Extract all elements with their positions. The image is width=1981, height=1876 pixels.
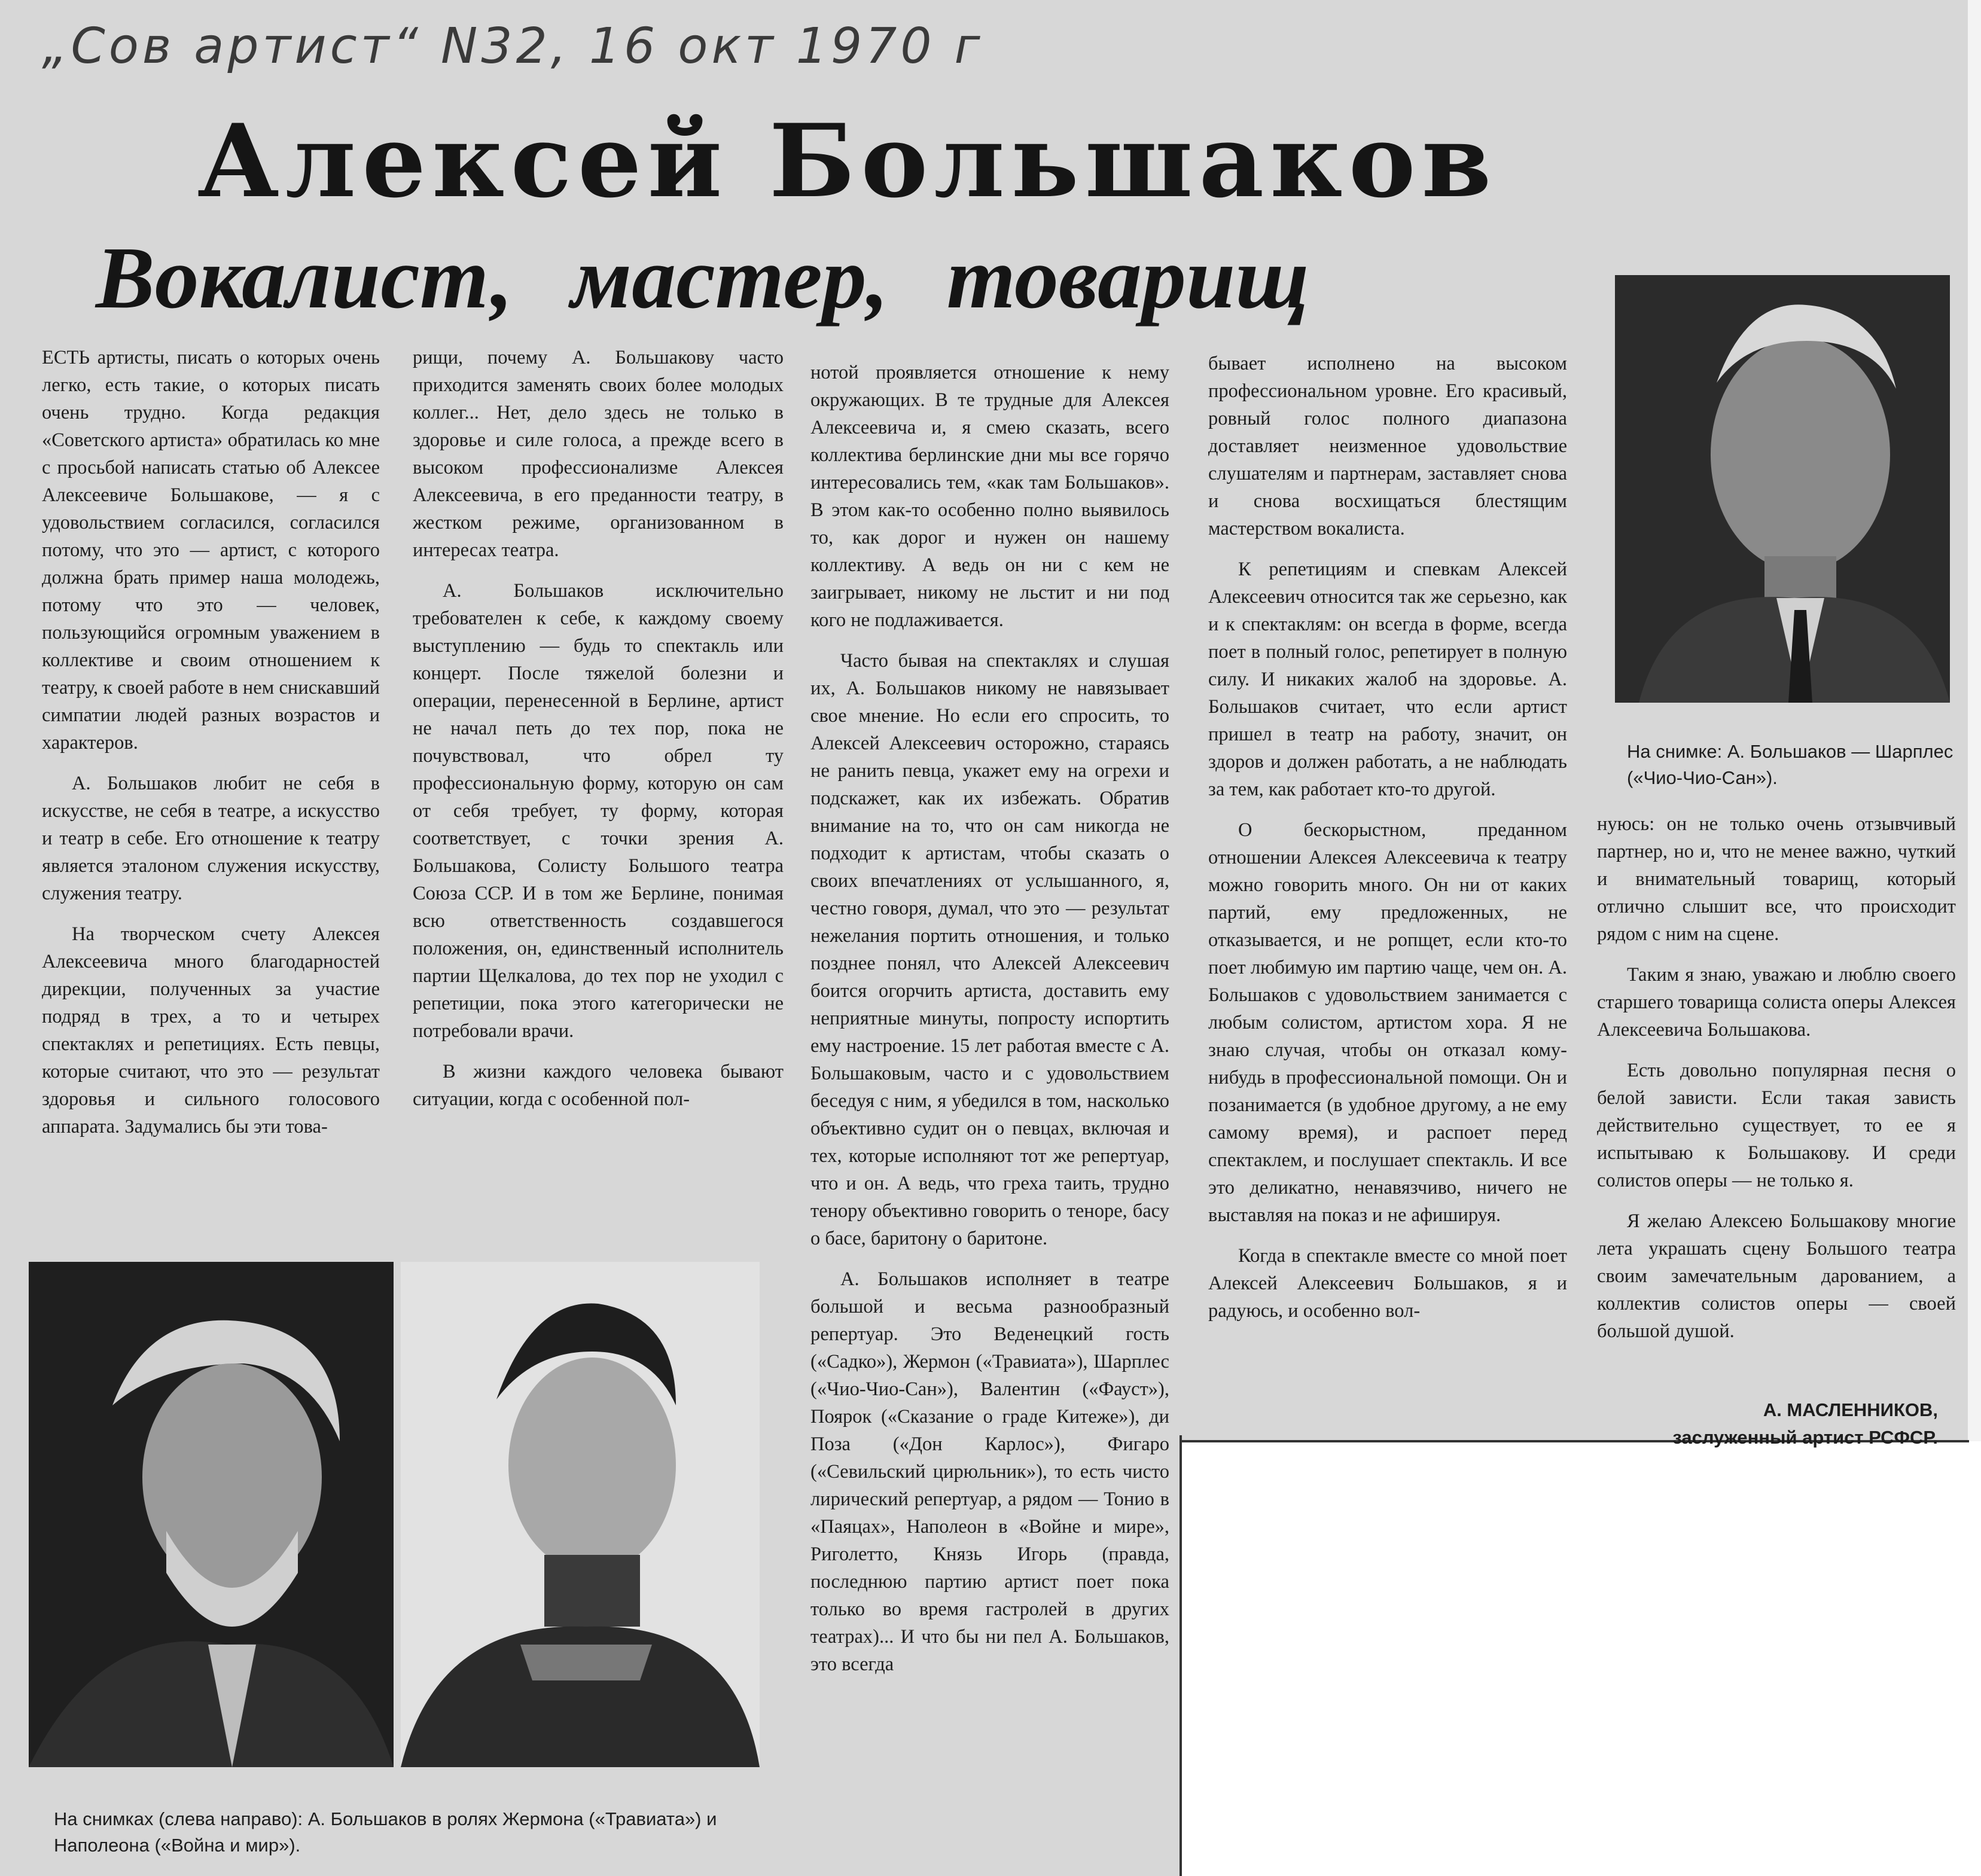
- column-1-paragraph-2: А. Большаков любит не себя в искусстве, не себя в театре, а искусство и театр в себе. Его отношение к театру является эталоном служения искусству, служения театру.: [42, 773, 380, 904]
- clipping-edge: [1968, 0, 1981, 1441]
- column-5-paragraph-2: Таким я знаю, уважаю и люблю своего старшего товарища солиста оперы Алексея Алексеевича Большакова.: [1597, 964, 1956, 1041]
- photo-zhermon-role: [29, 1262, 394, 1767]
- photo-napoleon-role: [401, 1262, 760, 1767]
- handwritten-note: „Сов артист“ N32, 16 окт 1970 г: [42, 18, 984, 75]
- portrait-photo-sharpless: [1615, 275, 1950, 703]
- author-signature: [1585, 1396, 1938, 1451]
- column-4-paragraph-1: бывает исполнено на высоком профессиональном уровне. Его красивый, ровный голос полного диапазона доставляет неизменное удовольствие слушателям и партнерам, заставляет снова и снова восхищаться блестящим мастерством вокалиста.: [1208, 353, 1567, 539]
- article-subtitle: Вокалист, мастер, товарищ: [96, 229, 1309, 327]
- column-5-paragraph-1: нуюсь: он не только очень отзывчивый партнер, но и, что не менее важно, чуткий и внимательный товарищ, который отлично слышит все, что происходит рядом с ним на сцене.: [1597, 813, 1956, 945]
- column-1-paragraph-3: На творческом счету Алексея Алексеевича много благодарностей дирекции, полученных за участие подряд в трех, а то и четырех спектаклях и репетициях. Есть певцы, которые считают, что это — результат здоровья и сильного голосового аппарата. Задумались бы эти това-: [42, 923, 380, 1137]
- article-column-4: [1208, 350, 1567, 1338]
- author-title: заслуженный артист РСФСР.: [1672, 1427, 1938, 1448]
- article-column-5: [1597, 810, 1956, 1358]
- column-2-paragraph-2: А. Большаков исключительно требователен к себе, к каждому своему выступлению — будь то спектакль или концерт. После тяжелой болезни и операции, перенесенной в Берлине, артист не начал петь до тех пор, пока не почувствовал, что обрел ту профессиональную форму, которую он сам от себя требует, ту форму, которая соответствует, с точки зрения А. Большакова, Солисту Большого театра Союза ССР. И в том же Берлине, понимая всю ответственность создавшегося положения, он, единственный исполнитель партии Щелкалова, до тех пор не уходил с репетиции, пока этого категорически не потребовали врачи.: [413, 580, 784, 1042]
- article-column-3: [810, 359, 1169, 1691]
- column-4-paragraph-2: К репетициям и спевкам Алексей Алексеевич относится так же серьезно, как и к спектаклям: он всегда в форме, всегда поет в полный голос, репетирует в полную силу. И никаких жалоб на здоровье. А. Большаков считает, что если артист пришел в театр на работу, значит, он здоров и должен работать, а не наблюдать за тем, как работает кто-то другой.: [1208, 559, 1567, 800]
- column-3-paragraph-2: Часто бывая на спектаклях и слушая их, А. Большаков никому не навязывает свое мнение. Но если его спросить, то Алексей Алексеевич осторожно, стараясь не ранить певца, укажет ему на огрехи и подскажет, как их избежать. Обратив внимание на то, что он сам никогда не подходит к артистам, чтобы сказать о своих впечатлениях от услышанного, я, честно говоря, думал, что это — результат нежелания портить отношения, и только позднее понял, что Алексей Алексеевич боится огорчить артиста, доставить ему неприятные минуты, попросту испортить ему настроение. 15 лет работая вместе с А. Большаковым, часто и с удовольствием беседуя с ним, я убедился в том, насколько объективно судит он о певцах, включая и тех, которые исполняют тот же репертуар, что и он. А ведь, что греха таить, трудно тенору объективно говорить о теноре, басу о басе, баритону о баритоне.: [810, 650, 1169, 1249]
- column-3-paragraph-3: А. Большаков исполняет в театре большой и весьма разнообразный репертуар. Это Веденецкий гость («Садко»), Жермон («Травиата»), Шарплес («Чио-Чио-Сан»), Валентин («Фауст»), Поярок («Сказание о граде Китеже»), ди Поза («Дон Карлос»), Фигаро («Севильский цирюльник»), то есть чисто лирический репертуар, а рядом — Тонио в «Паяцах», Наполеон в «Войне и мире», Риголетто, Князь Игорь (правда, последнюю партию артист поет пока только во время гастролей в других театрах)... И что бы ни пел А. Большаков, это всегда: [810, 1268, 1169, 1675]
- author-name: А. МАСЛЕННИКОВ,: [1763, 1399, 1938, 1420]
- column-4-paragraph-3: О бескорыстном, преданном отношении Алексея Алексеевича к театру можно говорить много. Он ни от каких партий, ему предложенных, не отказывается, и не ропщет, если кто-то поет любимую им партию чаще, чем он. А. Большаков с удовольствием занимается с любым солистом, артистом хора. Я не знаю случая, чтобы он отказал кому-нибудь в профессиональной помощи. Он и позанимается (в удобное другому, а не ему самому время), и распоет перед спектаклем, и послушает спектакль. И все это деликатно, ненавязчиво, ничего не выставляя на показ и не афишируя.: [1208, 819, 1567, 1226]
- article-column-1: [42, 344, 380, 1154]
- column-2-paragraph-1: рищи, почему А. Большакову часто приходится заменять своих более молодых коллег... Нет, дело здесь не только в здоровье и силе голоса, а прежде всего в высоком профессионализме Алексея Алексеевича, в его преданности театру, в жестком режиме, организованном в интересах театра.: [413, 347, 784, 561]
- column-1-paragraph-1: ЕСТЬ артисты, писать о которых очень легко, есть такие, о которых писать очень трудно. Когда редакция «Советского артиста» обратилась ко мне с просьбой написать статью об Алексее Алексеевиче Большакове, — я с удовольствием согласился, согласился потому, что это — артист, с которого должна брать пример наша молодежь, потому что это — человек, пользующийся огромным уважением в коллективе и своим отношением к театру, к своей работе в нем снискавший симпатии людей разных возрастов и характеров.: [42, 347, 380, 754]
- photo-caption-right: На снимке: А. Большаков — Шарплес («Чио-Чио-Сан»).: [1627, 741, 1953, 788]
- article-title: Алексей Большаков: [197, 102, 1498, 220]
- column-4-paragraph-4: Когда в спектакле вместе со мной поет Алексей Алексеевич Большаков, я и радуюсь, и особенно вол-: [1208, 1245, 1567, 1322]
- column-5-paragraph-3: Есть довольно популярная песня о белой зависти. Если такая зависть действительно существует, то ее я испытываю к Большакову. И среди солистов оперы — не только я.: [1597, 1060, 1956, 1191]
- article-column-2: [413, 344, 784, 1126]
- column-2-paragraph-3: В жизни каждого человека бывают ситуации, когда с особенной пол-: [413, 1061, 784, 1110]
- cut-line-vertical: [1180, 1435, 1182, 1876]
- photo-caption-bottom: На снимках (слева направо): А. Большаков в ролях Жермона («Травиата») и Наполеона («Война и мир»).: [54, 1808, 717, 1856]
- column-5-paragraph-4: Я желаю Алексею Большакову многие лета украшать сцену Большого театра своим замечательным дарованием, а коллектив солистов оперы — своей большой душой.: [1597, 1210, 1956, 1342]
- column-3-paragraph-1: нотой проявляется отношение к нему окружающих. В те трудные для Алексея Алексеевича и, я смею сказать, всего коллектива берлинские дни мы все горячо интересовались тем, «как там Большаков». В этом как-то особенно полно выявилось то, как дорог и нужен он нашему коллективу. А ведь он ни с кем не заигрывает, никому не льстит и ни под кого не подлаживается.: [810, 362, 1169, 631]
